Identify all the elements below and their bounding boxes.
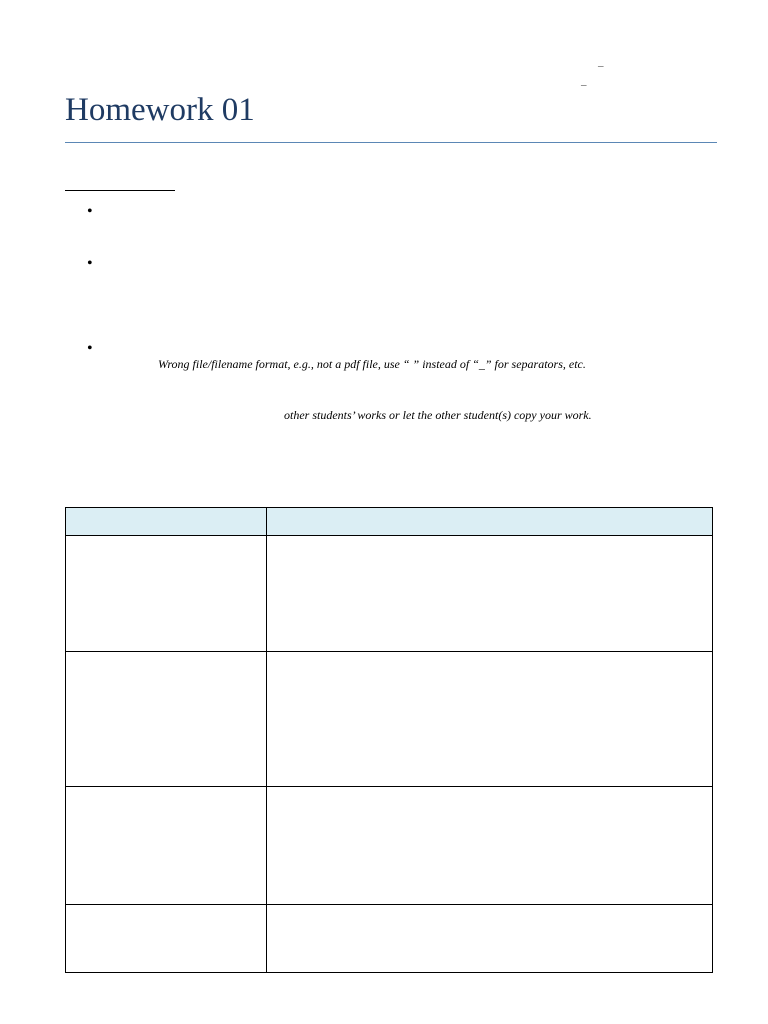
table-header-cell — [267, 508, 713, 536]
copying-policy-note: other students’ works or let the other student(s) copy your work. — [284, 408, 592, 422]
bullet-marker — [87, 208, 95, 216]
table-cell — [267, 905, 713, 973]
dash-mark: – — [598, 60, 604, 72]
table-row — [66, 905, 713, 973]
table-header-cell — [66, 508, 267, 536]
table-cell — [267, 652, 713, 787]
table-row — [66, 652, 713, 787]
title-divider — [65, 142, 717, 143]
dash-mark: – — [581, 79, 587, 91]
table-cell — [66, 787, 267, 905]
table-header-row — [66, 508, 713, 536]
table-row — [66, 536, 713, 652]
page-title: Homework 01 — [65, 92, 255, 128]
filename-format-note: Wrong file/filename format, e.g., not a pdf file, use “ ” instead of “_” for separators, etc. — [158, 357, 586, 371]
table-cell — [66, 652, 267, 787]
table-cell — [66, 536, 267, 652]
table-cell — [267, 787, 713, 905]
section-heading-underline — [65, 190, 175, 191]
table-row — [66, 787, 713, 905]
table-cell — [66, 905, 267, 973]
bullet-marker — [87, 345, 95, 353]
table-cell — [267, 536, 713, 652]
grading-table — [65, 507, 713, 973]
bullet-marker — [87, 260, 95, 268]
